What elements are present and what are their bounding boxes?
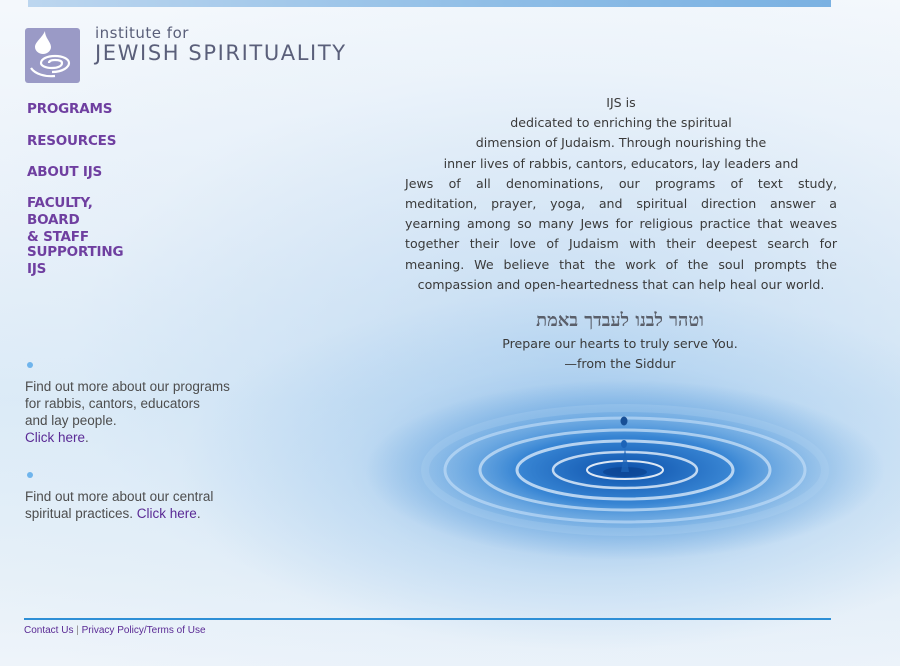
nav-supporting-ijs[interactable]: SUPPORTING IJS — [27, 244, 124, 277]
water-ripple-image — [420, 400, 840, 550]
logo-small-text: institute for — [95, 24, 189, 42]
nav-faculty-board-staff[interactable]: FACULTY, BOARD & STAFF — [27, 195, 93, 245]
mission-line: inner lives of rabbis, cantors, educators, lay leaders and — [443, 155, 799, 171]
mission-line: compassion and open-heartedness that can help heal our world. — [417, 276, 825, 292]
mission-line: dimension of Judaism. Through nourishing the — [475, 135, 767, 151]
promo-link-line — [25, 505, 245, 522]
promo-line: Find out more about our programs — [25, 379, 230, 394]
hebrew-quote: וטהר לבנו לעבדך באמת — [536, 310, 704, 331]
promo-link-line — [25, 429, 255, 446]
quote-translation: Prepare our hearts to truly serve You. — [502, 336, 738, 351]
privacy-terms-link[interactable]: Privacy Policy/Terms of Use — [81, 625, 206, 636]
contact-us-link[interactable]: Contact Us — [24, 625, 74, 636]
footer-separator: | — [76, 625, 79, 636]
mission-line: dedicated to enriching the spiritual — [510, 115, 732, 131]
bullet-icon — [27, 472, 33, 478]
programs-promo — [25, 362, 255, 446]
programs-click-here-link[interactable]: Click here — [25, 430, 86, 445]
logo-title: JEWISH SPIRITUALITY — [95, 41, 347, 65]
mission-line: IJS is — [606, 95, 636, 110]
bullet-icon — [27, 362, 33, 368]
promo-line: for rabbis, cantors, educators — [25, 396, 200, 411]
footer — [24, 625, 206, 636]
promo-period: . — [196, 506, 201, 521]
siddur-quote — [455, 308, 785, 374]
practices-promo — [25, 472, 245, 522]
water-drop-spiral-icon — [25, 28, 80, 83]
promo-period: . — [85, 430, 89, 445]
mission-statement — [405, 93, 837, 295]
footer-divider — [24, 618, 831, 620]
promo-line: and lay people. — [25, 413, 117, 428]
mission-line: meaning. We believe that the work of the soul prompts the — [405, 256, 837, 272]
mission-line: Jews of all denominations, our programs of text study, — [405, 175, 837, 191]
quote-source: —from the Siddur — [564, 356, 676, 371]
mission-line: meditation, prayer, yoga, and spiritual direction answer a — [405, 196, 837, 212]
mission-line: yearning among so many Jews for religious practice that weaves — [405, 216, 837, 232]
top-accent-bar — [28, 0, 831, 7]
nav-about-ijs[interactable]: ABOUT IJS — [27, 164, 103, 180]
nav-resources[interactable]: RESOURCES — [27, 133, 117, 149]
site-logo[interactable] — [25, 24, 355, 88]
nav-programs[interactable]: PROGRAMS — [27, 101, 113, 117]
promo-text: spiritual practices. — [25, 506, 137, 521]
mission-line: together their love of Judaism with their deepest search for — [405, 236, 837, 252]
promo-line: Find out more about our central — [25, 489, 214, 504]
practices-click-here-link[interactable]: Click here — [136, 506, 197, 521]
